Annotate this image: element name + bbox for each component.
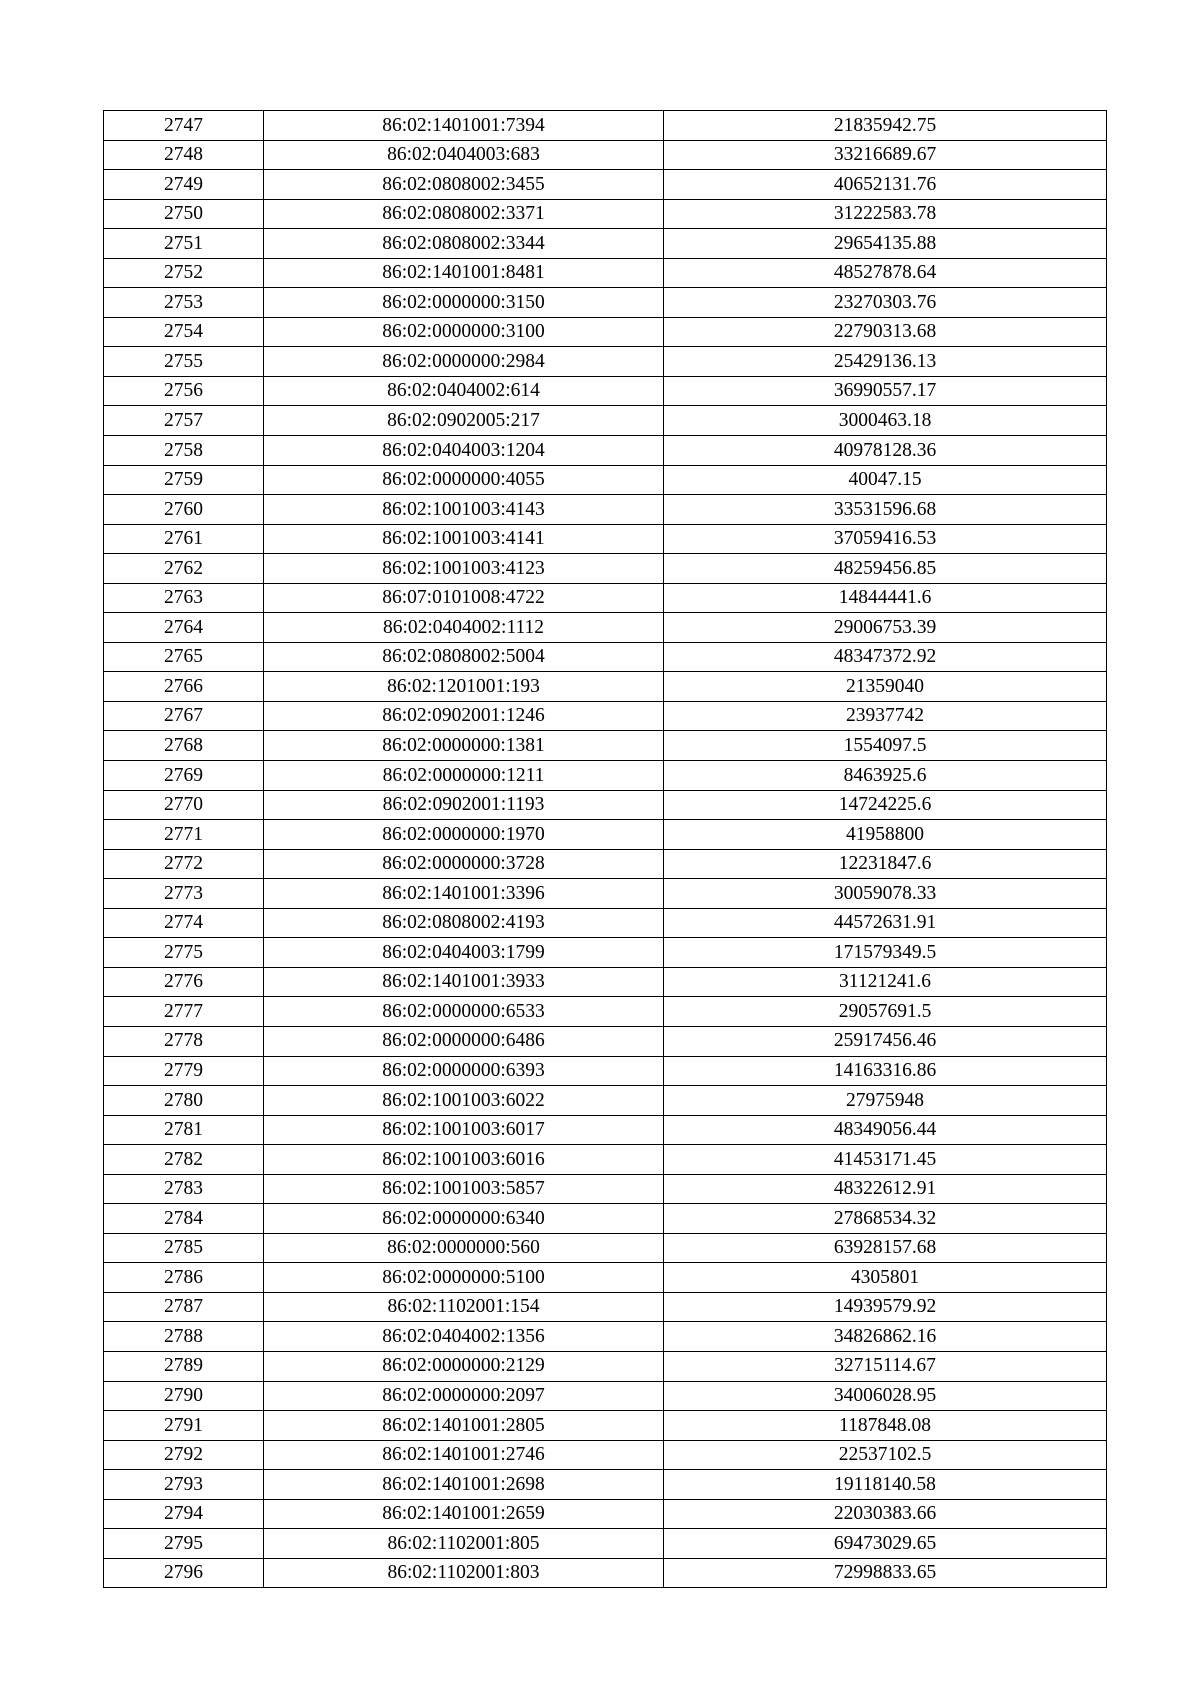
- row-number-cell: 2778: [104, 1026, 264, 1056]
- cadastral-number-cell: 86:02:1401001:7394: [264, 111, 664, 141]
- table-row: [104, 258, 1107, 288]
- cadastral-value-cell: 8463925.6: [664, 761, 1107, 791]
- cadastral-value-cell: 48259456.85: [664, 554, 1107, 584]
- row-number-cell: 2767: [104, 701, 264, 731]
- table-row: [104, 465, 1107, 495]
- cadastral-value-cell: 25429136.13: [664, 347, 1107, 377]
- cadastral-value-cell: 23270303.76: [664, 288, 1107, 318]
- table-row: [104, 347, 1107, 377]
- cadastral-number-cell: 86:02:1001003:6022: [264, 1086, 664, 1116]
- cadastral-number-cell: 86:02:1401001:2698: [264, 1470, 664, 1500]
- cadastral-number-cell: 86:02:0404003:1799: [264, 938, 664, 968]
- cadastral-value-cell: 1554097.5: [664, 731, 1107, 761]
- row-number-cell: 2789: [104, 1351, 264, 1381]
- row-number-cell: 2796: [104, 1558, 264, 1588]
- cadastral-number-cell: 86:02:0404003:1204: [264, 436, 664, 466]
- cadastral-value-cell: 23937742: [664, 701, 1107, 731]
- cadastral-value-cell: 27975948: [664, 1086, 1107, 1116]
- row-number-cell: 2774: [104, 908, 264, 938]
- row-number-cell: 2763: [104, 583, 264, 613]
- cadastral-value-cell: 34826862.16: [664, 1322, 1107, 1352]
- cadastral-number-cell: 86:07:0101008:4722: [264, 583, 664, 613]
- cadastral-value-cell: 171579349.5: [664, 938, 1107, 968]
- row-number-cell: 2766: [104, 672, 264, 702]
- table-row: [104, 1233, 1107, 1263]
- cadastral-value-cell: 34006028.95: [664, 1381, 1107, 1411]
- cadastral-number-cell: 86:02:1401001:2805: [264, 1411, 664, 1441]
- cadastral-number-cell: 86:02:0902001:1246: [264, 701, 664, 731]
- cadastral-number-cell: 86:02:0000000:6533: [264, 997, 664, 1027]
- row-number-cell: 2749: [104, 170, 264, 200]
- table-row: [104, 1322, 1107, 1352]
- cadastral-number-cell: 86:02:1001003:4123: [264, 554, 664, 584]
- cadastral-number-cell: 86:02:1401001:3933: [264, 967, 664, 997]
- row-number-cell: 2773: [104, 879, 264, 909]
- cadastral-value-cell: 31121241.6: [664, 967, 1107, 997]
- table-row: [104, 111, 1107, 141]
- cadastral-value-cell: 41453171.45: [664, 1145, 1107, 1175]
- row-number-cell: 2772: [104, 849, 264, 879]
- cadastral-value-cell: 29057691.5: [664, 997, 1107, 1027]
- cadastral-number-cell: 86:02:0000000:1970: [264, 820, 664, 850]
- row-number-cell: 2765: [104, 642, 264, 672]
- cadastral-value-cell: 32715114.67: [664, 1351, 1107, 1381]
- row-number-cell: 2748: [104, 140, 264, 170]
- row-number-cell: 2777: [104, 997, 264, 1027]
- cadastral-value-cell: 19118140.58: [664, 1470, 1107, 1500]
- cadastral-number-cell: 86:02:0000000:6486: [264, 1026, 664, 1056]
- row-number-cell: 2751: [104, 229, 264, 259]
- cadastral-number-cell: 86:02:1201001:193: [264, 672, 664, 702]
- cadastral-number-cell: 86:02:1001003:4141: [264, 524, 664, 554]
- table-row: [104, 140, 1107, 170]
- cadastral-number-cell: 86:02:0808002:3371: [264, 199, 664, 229]
- row-number-cell: 2786: [104, 1263, 264, 1293]
- table-row: [104, 1351, 1107, 1381]
- row-number-cell: 2791: [104, 1411, 264, 1441]
- table-row: [104, 701, 1107, 731]
- cadastral-value-cell: 14844441.6: [664, 583, 1107, 613]
- table-row: [104, 1529, 1107, 1559]
- table-row: [104, 879, 1107, 909]
- cadastral-number-cell: 86:02:0902005:217: [264, 406, 664, 436]
- cadastral-number-cell: 86:02:0808002:4193: [264, 908, 664, 938]
- table-row: [104, 1204, 1107, 1234]
- table-row: [104, 1292, 1107, 1322]
- cadastral-value-cell: 22790313.68: [664, 317, 1107, 347]
- cadastral-value-cell: 41958800: [664, 820, 1107, 850]
- table-row: [104, 376, 1107, 406]
- table-row: [104, 1174, 1107, 1204]
- cadastral-number-cell: 86:02:0000000:560: [264, 1233, 664, 1263]
- cadastral-value-cell: 25917456.46: [664, 1026, 1107, 1056]
- cadastral-value-cell: 31222583.78: [664, 199, 1107, 229]
- cadastral-number-cell: 86:02:0808002:3455: [264, 170, 664, 200]
- cadastral-value-cell: 22537102.5: [664, 1440, 1107, 1470]
- row-number-cell: 2781: [104, 1115, 264, 1145]
- cadastral-value-cell: 48527878.64: [664, 258, 1107, 288]
- cadastral-value-cell: 1187848.08: [664, 1411, 1107, 1441]
- cadastral-value-cell: 30059078.33: [664, 879, 1107, 909]
- cadastral-number-cell: 86:02:0000000:3100: [264, 317, 664, 347]
- row-number-cell: 2776: [104, 967, 264, 997]
- cadastral-value-cell: 48349056.44: [664, 1115, 1107, 1145]
- cadastral-value-cell: 3000463.18: [664, 406, 1107, 436]
- row-number-cell: 2779: [104, 1056, 264, 1086]
- table-row: [104, 1145, 1107, 1175]
- cadastral-value-cell: 29006753.39: [664, 613, 1107, 643]
- table-row: [104, 199, 1107, 229]
- table-row: [104, 524, 1107, 554]
- cadastral-number-cell: 86:02:0000000:3728: [264, 849, 664, 879]
- row-number-cell: 2775: [104, 938, 264, 968]
- row-number-cell: 2793: [104, 1470, 264, 1500]
- row-number-cell: 2782: [104, 1145, 264, 1175]
- row-number-cell: 2780: [104, 1086, 264, 1116]
- cadastral-number-cell: 86:02:0000000:3150: [264, 288, 664, 318]
- cadastral-value-cell: 14724225.6: [664, 790, 1107, 820]
- row-number-cell: 2753: [104, 288, 264, 318]
- row-number-cell: 2794: [104, 1499, 264, 1529]
- cadastral-number-cell: 86:02:0000000:2097: [264, 1381, 664, 1411]
- cadastral-number-cell: 86:02:0000000:2129: [264, 1351, 664, 1381]
- cadastral-value-cell: 14163316.86: [664, 1056, 1107, 1086]
- cadastral-number-cell: 86:02:0000000:6393: [264, 1056, 664, 1086]
- table-body: [104, 111, 1107, 1588]
- table-row: [104, 642, 1107, 672]
- cadastral-value-cell: 36990557.17: [664, 376, 1107, 406]
- table-row: [104, 938, 1107, 968]
- table-row: [104, 731, 1107, 761]
- table-row: [104, 406, 1107, 436]
- cadastral-number-cell: 86:02:0902001:1193: [264, 790, 664, 820]
- table-row: [104, 613, 1107, 643]
- row-number-cell: 2768: [104, 731, 264, 761]
- cadastral-value-cell: 33216689.67: [664, 140, 1107, 170]
- cadastral-number-cell: 86:02:1401001:8481: [264, 258, 664, 288]
- table-row: [104, 1263, 1107, 1293]
- cadastral-value-cell: 40978128.36: [664, 436, 1107, 466]
- row-number-cell: 2762: [104, 554, 264, 584]
- cadastral-number-cell: 86:02:1102001:803: [264, 1558, 664, 1588]
- row-number-cell: 2771: [104, 820, 264, 850]
- cadastral-number-cell: 86:02:1001003:4143: [264, 495, 664, 525]
- cadastral-value-cell: 69473029.65: [664, 1529, 1107, 1559]
- cadastral-number-cell: 86:02:1102001:805: [264, 1529, 664, 1559]
- table-row: [104, 967, 1107, 997]
- row-number-cell: 2757: [104, 406, 264, 436]
- cadastral-number-cell: 86:02:0808002:5004: [264, 642, 664, 672]
- cadastral-value-cell: 27868534.32: [664, 1204, 1107, 1234]
- cadastral-value-cell: 4305801: [664, 1263, 1107, 1293]
- row-number-cell: 2760: [104, 495, 264, 525]
- table-row: [104, 1115, 1107, 1145]
- cadastral-number-cell: 86:02:0000000:4055: [264, 465, 664, 495]
- row-number-cell: 2792: [104, 1440, 264, 1470]
- table-row: [104, 1026, 1107, 1056]
- cadastral-value-cell: 63928157.68: [664, 1233, 1107, 1263]
- cadastral-number-cell: 86:02:1401001:2659: [264, 1499, 664, 1529]
- table-row: [104, 761, 1107, 791]
- cadastral-value-cell: 22030383.66: [664, 1499, 1107, 1529]
- cadastral-number-cell: 86:02:0404002:1356: [264, 1322, 664, 1352]
- row-number-cell: 2755: [104, 347, 264, 377]
- table-row: [104, 554, 1107, 584]
- row-number-cell: 2759: [104, 465, 264, 495]
- table-row: [104, 288, 1107, 318]
- cadastral-value-table: [103, 110, 1107, 1588]
- cadastral-value-cell: 21835942.75: [664, 111, 1107, 141]
- table-row: [104, 1381, 1107, 1411]
- table-row: [104, 170, 1107, 200]
- row-number-cell: 2750: [104, 199, 264, 229]
- table-row: [104, 1470, 1107, 1500]
- table-row: [104, 672, 1107, 702]
- cadastral-number-cell: 86:02:0000000:2984: [264, 347, 664, 377]
- cadastral-value-cell: 48347372.92: [664, 642, 1107, 672]
- cadastral-number-cell: 86:02:0404002:1112: [264, 613, 664, 643]
- cadastral-value-cell: 40047.15: [664, 465, 1107, 495]
- row-number-cell: 2754: [104, 317, 264, 347]
- table-row: [104, 436, 1107, 466]
- row-number-cell: 2747: [104, 111, 264, 141]
- cadastral-value-cell: 21359040: [664, 672, 1107, 702]
- cadastral-number-cell: 86:02:1001003:6017: [264, 1115, 664, 1145]
- table-row: [104, 1086, 1107, 1116]
- cadastral-number-cell: 86:02:0404003:683: [264, 140, 664, 170]
- cadastral-value-cell: 44572631.91: [664, 908, 1107, 938]
- cadastral-number-cell: 86:02:0000000:1211: [264, 761, 664, 791]
- table-row: [104, 1440, 1107, 1470]
- row-number-cell: 2758: [104, 436, 264, 466]
- row-number-cell: 2761: [104, 524, 264, 554]
- row-number-cell: 2788: [104, 1322, 264, 1352]
- row-number-cell: 2785: [104, 1233, 264, 1263]
- cadastral-value-cell: 33531596.68: [664, 495, 1107, 525]
- table-row: [104, 1411, 1107, 1441]
- table-row: [104, 820, 1107, 850]
- row-number-cell: 2769: [104, 761, 264, 791]
- cadastral-number-cell: 86:02:0404002:614: [264, 376, 664, 406]
- cadastral-value-cell: 12231847.6: [664, 849, 1107, 879]
- row-number-cell: 2795: [104, 1529, 264, 1559]
- cadastral-number-cell: 86:02:0000000:1381: [264, 731, 664, 761]
- cadastral-value-cell: 37059416.53: [664, 524, 1107, 554]
- row-number-cell: 2783: [104, 1174, 264, 1204]
- table-row: [104, 495, 1107, 525]
- row-number-cell: 2752: [104, 258, 264, 288]
- table-row: [104, 1499, 1107, 1529]
- cadastral-value-cell: 72998833.65: [664, 1558, 1107, 1588]
- table-row: [104, 849, 1107, 879]
- table-row: [104, 997, 1107, 1027]
- table-row: [104, 317, 1107, 347]
- cadastral-number-cell: 86:02:1102001:154: [264, 1292, 664, 1322]
- cadastral-number-cell: 86:02:0808002:3344: [264, 229, 664, 259]
- cadastral-number-cell: 86:02:1001003:6016: [264, 1145, 664, 1175]
- row-number-cell: 2790: [104, 1381, 264, 1411]
- table-row: [104, 1558, 1107, 1588]
- cadastral-number-cell: 86:02:1401001:3396: [264, 879, 664, 909]
- table-row: [104, 908, 1107, 938]
- cadastral-number-cell: 86:02:0000000:6340: [264, 1204, 664, 1234]
- table-row: [104, 583, 1107, 613]
- row-number-cell: 2756: [104, 376, 264, 406]
- table-row: [104, 790, 1107, 820]
- table-row: [104, 229, 1107, 259]
- row-number-cell: 2787: [104, 1292, 264, 1322]
- row-number-cell: 2770: [104, 790, 264, 820]
- cadastral-value-cell: 40652131.76: [664, 170, 1107, 200]
- cadastral-number-cell: 86:02:1001003:5857: [264, 1174, 664, 1204]
- cadastral-value-cell: 14939579.92: [664, 1292, 1107, 1322]
- cadastral-number-cell: 86:02:0000000:5100: [264, 1263, 664, 1293]
- row-number-cell: 2784: [104, 1204, 264, 1234]
- cadastral-value-cell: 48322612.91: [664, 1174, 1107, 1204]
- cadastral-value-cell: 29654135.88: [664, 229, 1107, 259]
- row-number-cell: 2764: [104, 613, 264, 643]
- table-row: [104, 1056, 1107, 1086]
- cadastral-number-cell: 86:02:1401001:2746: [264, 1440, 664, 1470]
